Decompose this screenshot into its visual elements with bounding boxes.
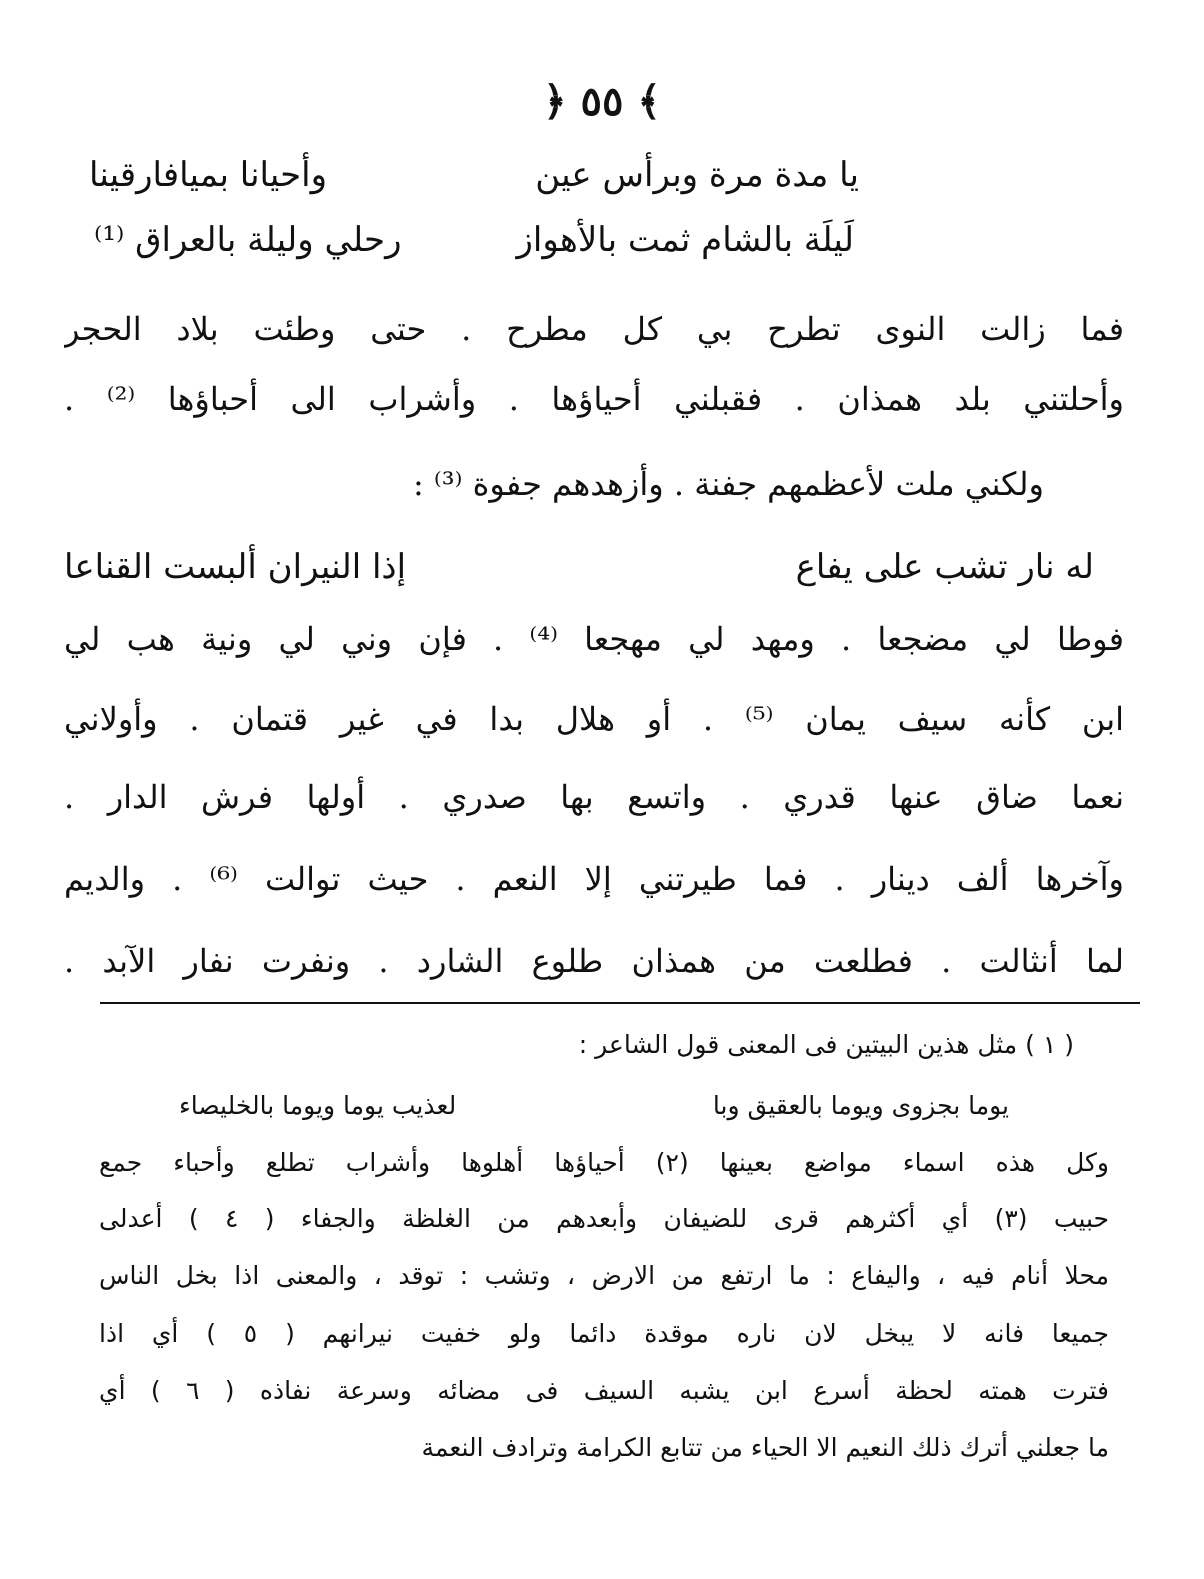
verse-hemistich-left: إذا النيران ألبست القناعا bbox=[64, 547, 407, 587]
verse-hemistich-right: يا مدة مرة وبرأس عين bbox=[535, 155, 859, 195]
footnote-separator bbox=[100, 1002, 1140, 1004]
verse-hemistich-right: له نار تشب على يفاع bbox=[795, 547, 1094, 587]
verse-hemistich-right: لَيلَة بالشام ثمت بالأهواز bbox=[516, 220, 854, 260]
verse-line-2 bbox=[94, 210, 854, 270]
footnote-verse-right: يوما بجزوى ويوما بالعقيق وبا bbox=[712, 1090, 1009, 1120]
verse-hemistich-left: وأحيانا بميافارقينا bbox=[89, 155, 328, 195]
footnote-line: ( ١ ) مثل هذين البيتين فى المعنى قول الشاعر : bbox=[578, 1030, 1074, 1059]
verse-line-1 bbox=[89, 145, 859, 205]
footnote-line: محلا أنام فيه ، واليفاع : ما ارتفع من الارض ، وتشب : توقد ، والمعنى اذا بخل الناس bbox=[99, 1261, 1109, 1290]
prose-line: ابن كأنه سيف يمان ⁽⁵⁾ . أو هلال بدا في غير قتمان . وأولاني bbox=[64, 700, 1124, 738]
footnote-verse-left: لعذيب يوما ويوما بالخليصاء bbox=[179, 1090, 457, 1120]
verse-hemistich-left: رحلي وليلة بالعراق ⁽¹⁾ bbox=[94, 220, 402, 260]
prose-line: لما أنثالت . فطلعت من همذان طلوع الشارد . ونفرت نفار الآبد . bbox=[64, 942, 1124, 980]
prose-line: نعما ضاق عنها قدري . واتسع بها صدري . أولها فرش الدار . bbox=[64, 778, 1124, 816]
prose-line: فما زالت النوى تطرح بي كل مطرح . حتى وطئت بلاد الحجر bbox=[64, 310, 1124, 348]
footnote-line: فترت همته لحظة أسرع ابن يشبه السيف فى مضائه وسرعة نفاذه ( ٦ ) أي bbox=[99, 1376, 1109, 1405]
footnote-line: جميعا فانه لا يبخل لان ناره موقدة دائما ولو خفيت نيرانهم ( ٥ ) أي اذا bbox=[99, 1319, 1109, 1348]
footnote-line: ما جعلني أترك ذلك النعيم الا الحياء من تتابع الكرامة وترادف النعمة bbox=[421, 1433, 1109, 1462]
page-number: ﴿ ٥٥ ﴾ bbox=[543, 78, 661, 125]
verse-line-3 bbox=[64, 537, 1094, 597]
prose-line: وأحلتني بلد همذان . فقبلني أحياؤها . وأشراب الى أحباؤها ⁽²⁾ . bbox=[64, 380, 1124, 418]
prose-line: وآخرها ألف دينار . فما طيرتني إلا النعم . حيث توالت ⁽⁶⁾ . والديم bbox=[64, 860, 1124, 898]
footnote-line: حبيب (٣) أي أكثرهم قرى للضيفان وأبعدهم من الغلظة والجفاء ( ٤ ) أعدلى bbox=[99, 1204, 1109, 1233]
prose-line: فوطا لي مضجعا . ومهد لي مهجعا ⁽⁴⁾ . فإن وني لي ونية هب لي bbox=[64, 620, 1124, 658]
footnote-line: وكل هذه اسماء مواضع بعينها (٢) أحياؤها أهلوها وأشراب تطلع وأحباء جمع bbox=[99, 1148, 1109, 1177]
prose-line: ولكني ملت لأعظمهم جفنة . وأزهدهم جفوة ⁽³⁾ : bbox=[412, 465, 1044, 503]
footnote-verse bbox=[179, 1082, 1009, 1128]
